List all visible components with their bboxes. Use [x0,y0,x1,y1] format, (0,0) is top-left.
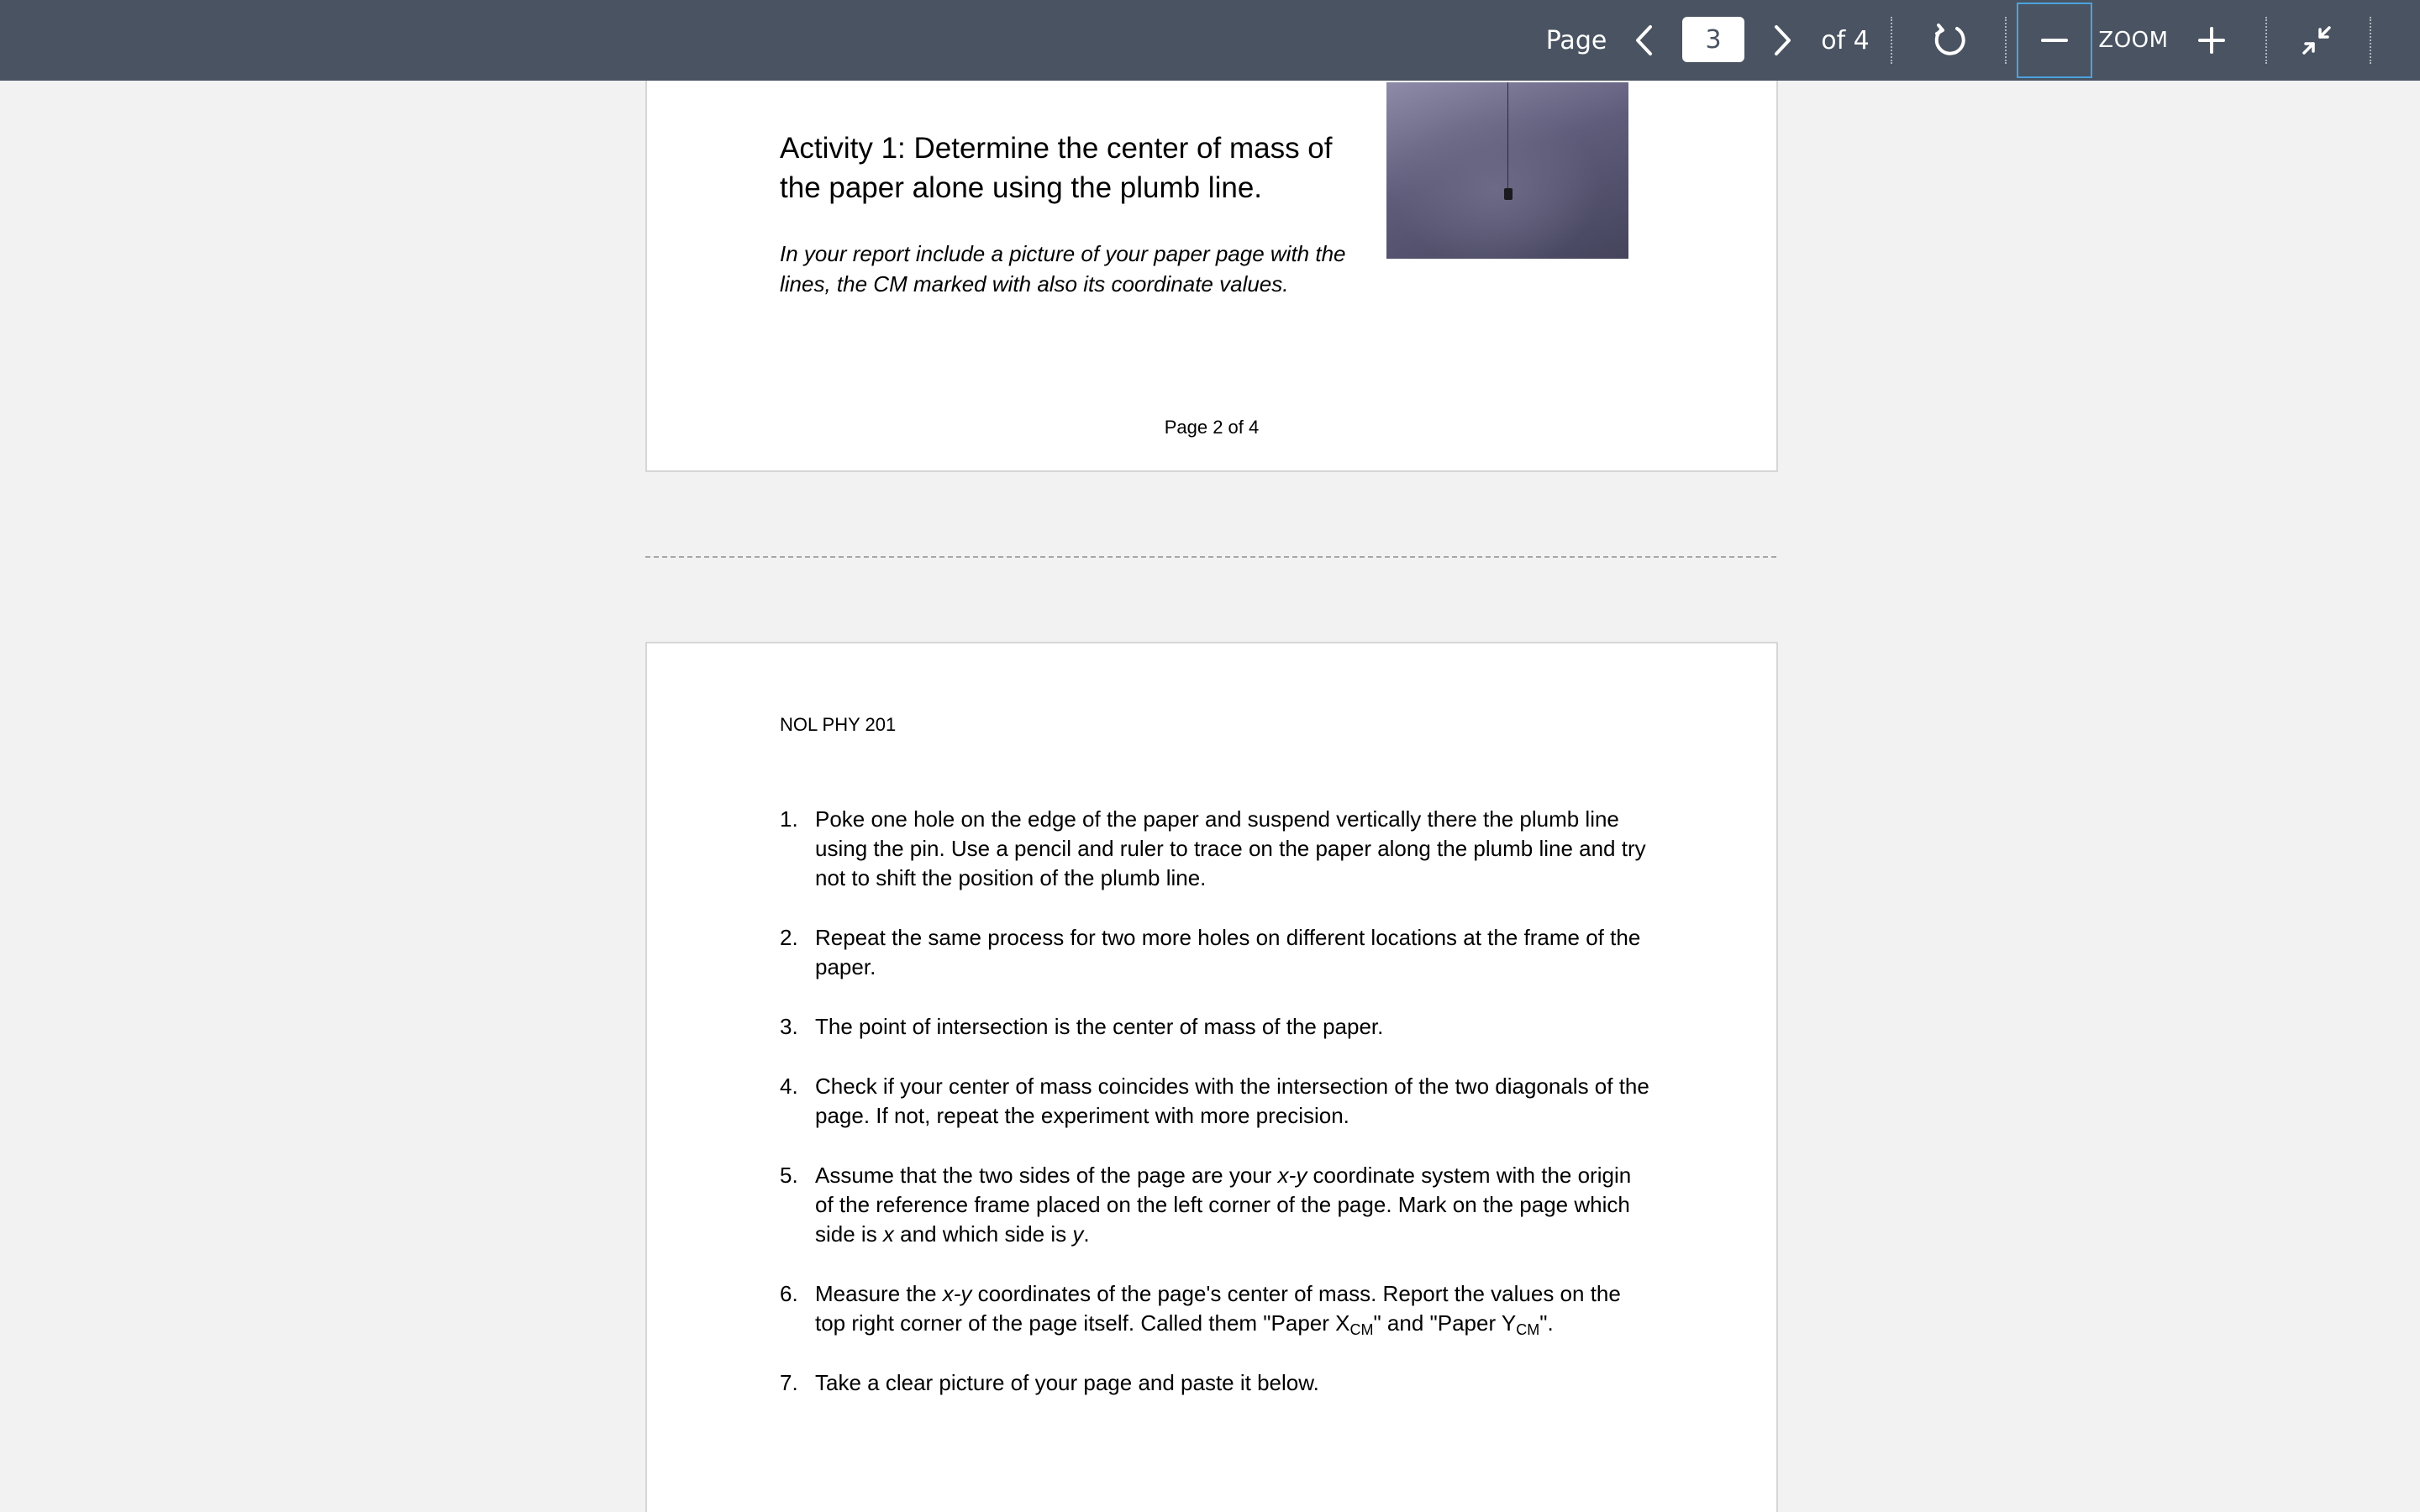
activity-heading: Activity 1: Determine the center of mass of the paper alone using the plumb line. [780,132,1333,204]
italic-run: x-y [1277,1163,1307,1188]
toolbar-divider [2005,17,2007,64]
toolbar-divider [2370,17,2371,64]
text-run: Assume that the two sides of the page are your [815,1163,1278,1188]
list-item [780,923,1654,982]
italic-run: x-y [942,1281,972,1306]
viewer-toolbar [0,0,2420,81]
chevron-right-icon [1771,24,1795,57]
step-number: 2. [780,925,798,950]
report-instructions: In your report include a picture of your paper page with the lines, the CM marked with also its coordinate values. [780,241,1346,297]
list-item [780,1072,1654,1131]
document-viewport[interactable] [0,81,2420,1512]
text-run: . [1083,1221,1090,1247]
text-run: coordinates of the page's center of mass. Report the values on the top right corner of the page itself. Called them "Paper X [815,1281,1621,1336]
minus-icon [2040,26,2069,55]
step-text: Check if your center of mass coincides with the intersection of the two diagonals of the page. If not, repeat the experiment with more precision. [815,1074,1649,1128]
toolbar-divider [1891,17,1892,64]
instruction-steps [780,805,1654,1428]
plumb-string [1507,82,1508,193]
list-item [780,1012,1654,1042]
text-run: Measure the [815,1281,943,1306]
subscript-run: CM [1516,1321,1540,1338]
text-run: ". [1539,1310,1554,1336]
text-run: and which side is [893,1221,1073,1247]
zoom-label: ZOOM [2098,28,2169,53]
list-item [780,1368,1654,1398]
zoom-out-button[interactable] [2017,3,2092,78]
rotate-icon [1932,22,1969,59]
page-footer: Page 2 of 4 [1164,417,1260,438]
step-text [815,1281,1621,1336]
page-label: Page [1545,25,1607,55]
list-item [780,1279,1654,1338]
exit-fullscreen-button[interactable] [2289,0,2344,81]
step-number: 1. [780,806,798,832]
previous-page-button[interactable] [1620,0,1667,81]
subscript-run: CM [1349,1321,1374,1338]
step-number: 5. [780,1163,798,1188]
plus-icon [2197,26,2226,55]
page-separator [645,556,1776,558]
step-number: 4. [780,1074,798,1099]
italic-run: y [1072,1221,1084,1247]
zoom-in-button[interactable] [2185,0,2238,81]
collapse-arrows-icon [2300,24,2333,57]
list-item [780,805,1654,893]
page-count-label: of 4 [1821,25,1870,55]
next-page-button[interactable] [1760,0,1807,81]
step-number: 3. [780,1014,798,1039]
step-text [815,1163,1631,1247]
list-item [780,1161,1654,1249]
step-number: 7. [780,1370,798,1395]
course-header: NOL PHY 201 [780,714,897,735]
chevron-left-icon [1632,24,1655,57]
step-text: Repeat the same process for two more holes on different locations at the frame of the paper. [815,925,1641,979]
step-number: 6. [780,1281,798,1306]
plumb-line-photo [1386,82,1628,259]
document-page-3 [645,642,1778,1512]
step-text: Take a clear picture of your page and paste it below. [815,1370,1319,1395]
step-text: The point of intersection is the center of mass of the paper. [815,1014,1384,1039]
plumb-bob [1504,188,1512,200]
step-text: Poke one hole on the edge of the paper and suspend vertically there the plumb line using the pin. Use a pencil and ruler to trace on the paper along the plumb line and try not to shift the position of the plumb line. [815,806,1646,890]
document-page-2 [645,81,1778,472]
text-run: coordinate system with the origin of the reference frame placed on the left corner of the page. Mark on the page which side is [815,1163,1632,1247]
toolbar-divider [2265,17,2267,64]
page-number-input[interactable] [1682,17,1744,62]
text-run: " and "Paper Y [1373,1310,1517,1336]
italic-run: x [882,1221,894,1247]
rotate-button[interactable] [1924,0,1976,81]
